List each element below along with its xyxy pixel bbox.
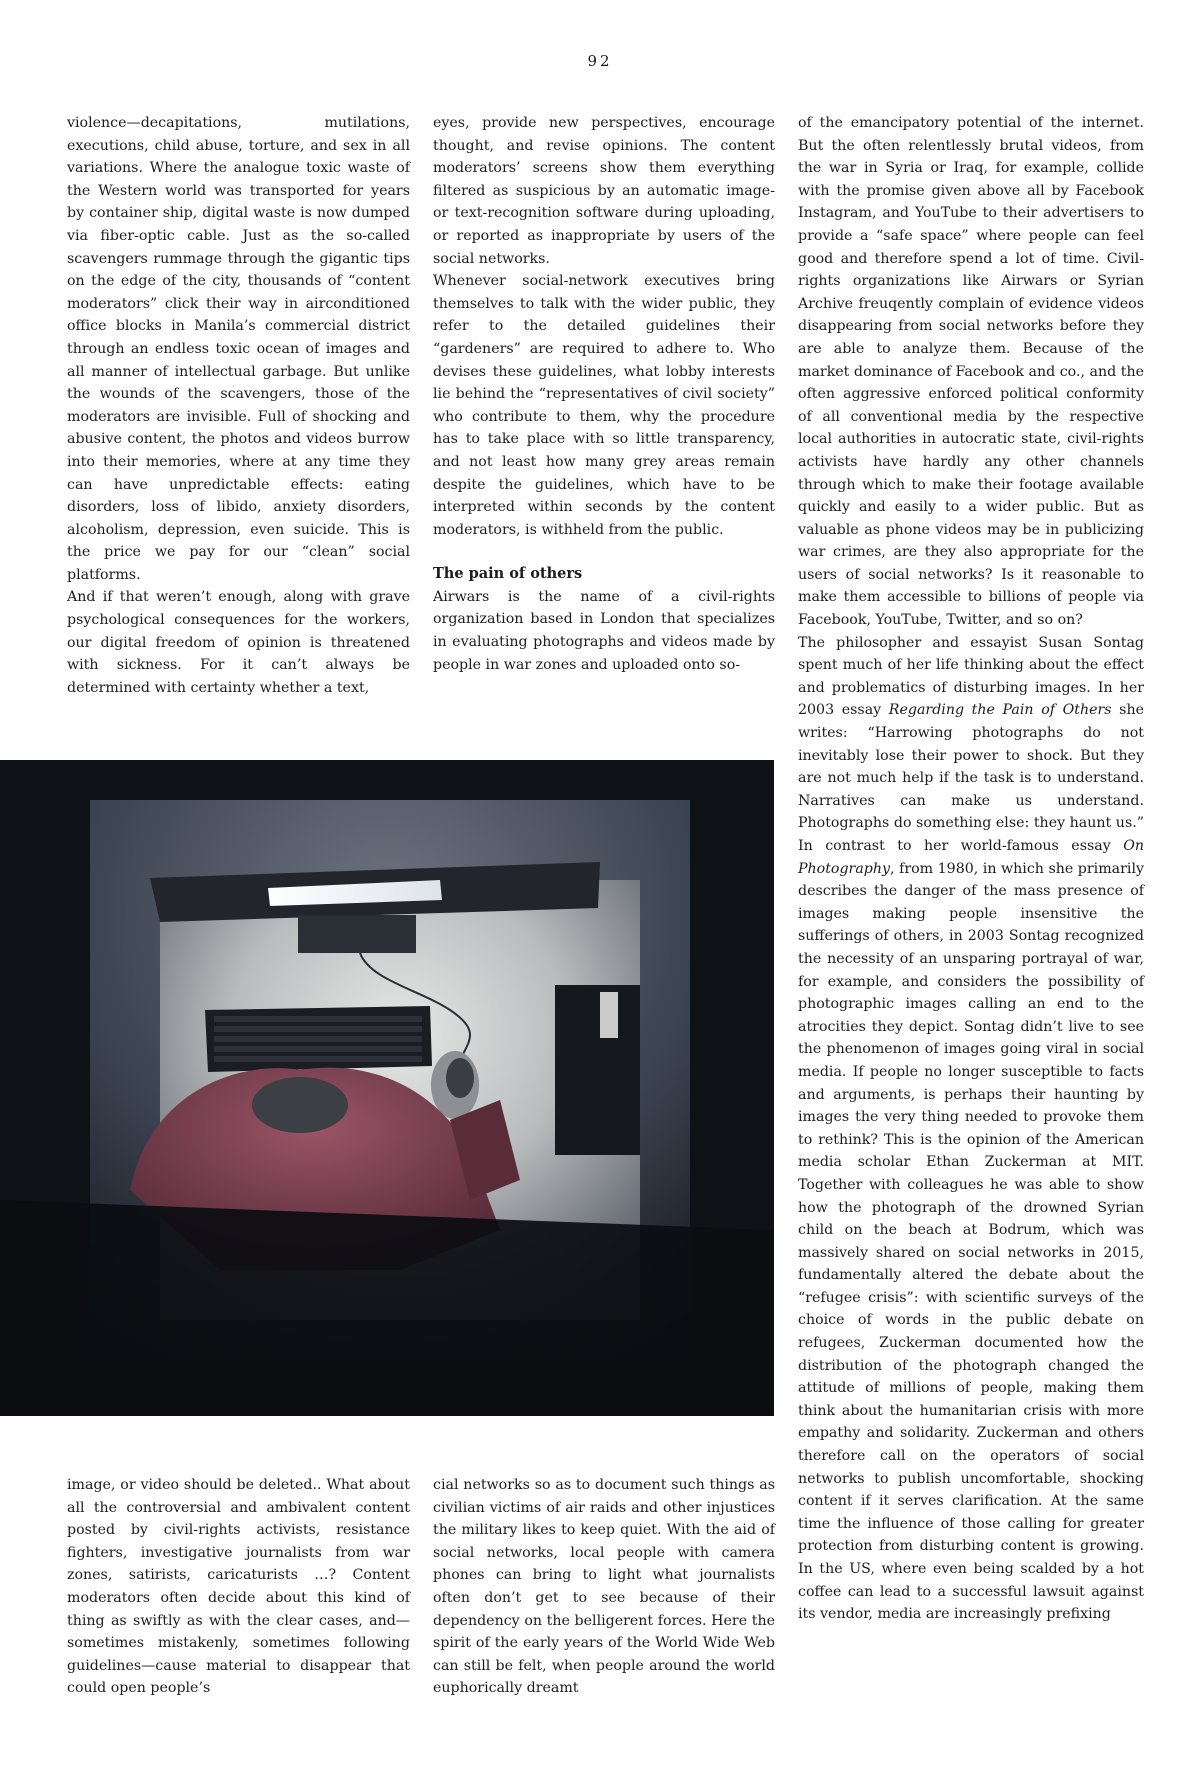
- paragraph: image, or video should be deleted.. What about all the controversial and ambivalent content posted by civil-rights activists, resistance fighters, investigative journalists from war zones, satirists, caricaturists …? Content moderators often decide about this kind of thing as swiftly as with the clear cases, and—sometimes mistakenly, sometimes following guidelines—cause material to disappear that could open people’s: [67, 1477, 410, 1697]
- column-2-top: [433, 112, 775, 676]
- person-head: [252, 1077, 348, 1133]
- text-run: , from 1980, in which she primarily describes the danger of the mass presence of images making people insensitive the sufferings of others, in 2003 Sontag recognized the necessity of an unsparing portrayal of war, for example, and considers the possibility of photographic images calling an end to the atrocities they depict. Sontag didn’t live to see the phenomenon of images going viral in social media. If people no longer susceptible to facts and arguments, is perhaps their haunting by images the very thing needed to provoke them to rethink? This is the opinion of the American media scholar Ethan Zuckerman at MIT. Together with colleagues he was able to show how the photograph of the drowned Syrian child on the beach at Bodrum, which was massively shared on social networks in 2015, fundamentally altered the debate about the “refugee crisis”: with scientific surveys of the choice of words in the public debate on refugees, Zuckerman documented how the distribution of the photograph changed the attitude of millions of people, making them think about the humanitarian crisis with more empathy and solidarity. Zuckerman and others therefore call on the operators of social networks to publish uncomfortable, shocking content if it serves clarification. At the same time the influence of those calling for greater protection from disturbing content is growing. In the US, where even being scalded by a hot coffee can lead to a successful lawsuit against its vendor, media are increasingly prefixing: [798, 860, 1144, 1623]
- text-run: she writes: “Harrowing photographs do not inevitably lose their power to shock. But they are not much help if the task is to understand. Narratives can make us understand. Photographs do something else: they haunt us.” In contrast to her world-famous essay: [798, 702, 1144, 854]
- text-run: The philosopher and essayist Susan Sontag spent much of her life thinking about the effect and problematics of disturbing images. In her 2003 essay: [798, 634, 1144, 719]
- pc-tower: [555, 985, 640, 1155]
- foreground-shadow: [0, 1200, 774, 1416]
- paragraph: [798, 632, 1144, 1626]
- column-1-bottom: [67, 1474, 410, 1700]
- paragraph: And if that weren’t enough, along with grave psychological consequences for the workers, our digital freedom of opinion is threatened with sickness. For it can’t always be determined with certainty whether a text,: [67, 589, 410, 696]
- photo-illustration: [0, 760, 774, 1416]
- section-heading: The pain of others: [433, 565, 583, 583]
- paragraph: violence—decapitations, mutilations, executions, child abuse, torture, and sex in all variations. Where the analogue toxic waste of the Western world was transported for years by container ship, digital waste is now dumped via fiber-optic cable. Just as the so-called scavengers rummage through the gigantic tips on the edge of the city, thousands of “content moderators” click their way in airconditioned office blocks in Manila’s commercial district through an endless toxic ocean of images and all manner of intellectual garbage. But unlike the wounds of the scavengers, those of the moderators are invisible. Full of shocking and abusive content, the photos and videos burrow into their memories, where at any time they can have unpredictable effects: eating disorders, loss of libido, anxiety disorders, alcoholism, depression, even suicide. This is the price we pay for our “clean” social platforms.: [67, 115, 410, 583]
- pc-label: [600, 992, 618, 1038]
- book-title: Regarding the Pain of Others: [888, 702, 1112, 719]
- paragraph: eyes, provide new perspectives, encourage thought, and revise opinions. The content moderators’ screens show them everything filtered as suspicious by an automatic image- or text-recognition software during uploading, or reported as inappropriate by users of the social networks.: [433, 115, 775, 267]
- paragraph: of the emancipatory potential of the internet. But the often relentlessly brutal videos, from the war in Syria or Iraq, for example, collide with the promise given above all by Facebook Instagram, and YouTube to their advertisers to provide a “safe space” where people can feel good and therefore spend a lot of time. Civil-rights organizations like Airwars or Syrian Archive freuqently complain of evidence videos disappearing from social networks before they are able to analyze them. Because of the market dominance of Facebook and co., and the often aggressive enforced political conformity of all conventional media by the respective local authorities in autocratic state, civil-rights activists have hardly any other channels through which to make their footage available quickly and easily to a wider public. But as valuable as phone videos may be in publicizing war crimes, are they also appropriate for the users of social networks? Is it reasonable to make them accessible to billions of people via Facebook, YouTube, Twitter, and so on?: [798, 115, 1144, 629]
- book-title: On Photography: [798, 838, 1144, 877]
- column-1-top: [67, 112, 410, 699]
- paragraph: Whenever social-network executives bring themselves to talk with the wider public, they refer to the detailed guidelines their “gardeners” are required to adhere to. Who devises these guidelines, what lobby interests lie behind the “representatives of civil society” who contribute to them, why the procedure has to take place with so little transparency, and not least how many grey areas remain despite the guidelines, which have to be interpreted within seconds by the content moderators, is withheld from the public.: [433, 273, 775, 538]
- paragraph: Airwars is the name of a civil-rights organization based in London that specializes in evaluating photographs and videos made by people in war zones and uploaded onto so-: [433, 588, 775, 673]
- column-2-bottom: [433, 1474, 775, 1700]
- column-3: [798, 112, 1144, 1626]
- mouse: [446, 1058, 474, 1098]
- office-photo: [0, 760, 774, 1416]
- paragraph: cial networks so as to document such things as civilian victims of air raids and other injustices the military likes to keep quiet. With the aid of social networks, local people with camera phones can bring to light what journalists often don’t get to see because of their dependency on the belligerent forces. Here the spirit of the early years of the World Wide Web can still be felt, when people around the world euphorically dreamt: [433, 1477, 775, 1697]
- page-number: 92: [587, 52, 613, 70]
- monitor-stand: [298, 915, 416, 953]
